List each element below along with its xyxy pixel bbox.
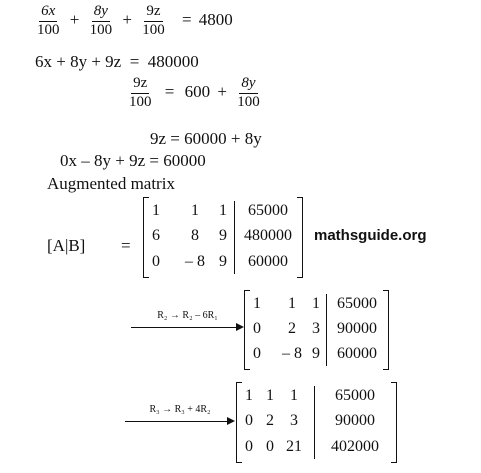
augment-separator bbox=[314, 386, 315, 459]
fraction-8y: $\frac{8y}{100}$ bbox=[89, 3, 113, 38]
fraction-6x: $\frac{6x}{100}$ bbox=[37, 3, 60, 38]
ab-label: [A|B] bbox=[47, 236, 86, 255]
row-operation-arrow-2 bbox=[125, 404, 235, 428]
matrix-row: 0 – 8 9 60000 bbox=[152, 253, 288, 270]
ab-equals: = bbox=[121, 236, 131, 255]
fraction-9z: $\frac{9z}{100}$ bbox=[142, 3, 165, 38]
arrow-head-icon bbox=[227, 417, 235, 425]
matrix-row: 0 – 8 9 60000 bbox=[253, 345, 377, 362]
matrix-3 bbox=[236, 382, 397, 463]
arrow-head-icon bbox=[236, 323, 244, 331]
equation-4: 9z = 60000 + 8y bbox=[150, 129, 262, 148]
equation-3: $\frac{9z}{100}$ = 600 + $\frac{8y}{100}$ bbox=[129, 75, 260, 110]
matrix-row: 1 1 1 65000 bbox=[253, 295, 377, 312]
fraction-8y-over-100: $\frac{8y}{100}$ bbox=[237, 75, 260, 110]
matrix-row: 6 8 9 480000 bbox=[152, 227, 292, 244]
matrix-1 bbox=[143, 197, 303, 278]
equation-1: $\frac{6x}{100}$ + $\frac{8y}{100}$ + $\frac{9z}{100}$ = 4800 bbox=[37, 3, 233, 38]
row-operation-1-label: R₂ → R₂ – 6R₁ bbox=[157, 310, 218, 321]
arrow-shaft bbox=[125, 421, 229, 422]
augment-separator bbox=[326, 294, 327, 366]
matrix-row: 1 1 1 65000 bbox=[152, 202, 288, 219]
arrow-shaft bbox=[131, 327, 238, 328]
row-operation-2-label: R₃ → R₃ + 4R₂ bbox=[149, 404, 211, 415]
row-operation-arrow-1 bbox=[131, 310, 244, 334]
matrix-row: 0 2 3 90000 bbox=[253, 320, 377, 337]
equation-5: 0x – 8y + 9z = 60000 bbox=[60, 151, 206, 170]
equation-2: 6x + 8y + 9z = 480000 bbox=[35, 52, 199, 71]
augment-separator bbox=[234, 201, 235, 274]
matrix-row: 1 1 1 65000 bbox=[245, 387, 375, 404]
watermark-text: mathsguide.org bbox=[314, 227, 427, 244]
matrix-2 bbox=[244, 290, 389, 370]
augmented-matrix-label: Augmented matrix bbox=[47, 174, 175, 193]
fraction-9z-over-100: $\frac{9z}{100}$ bbox=[129, 75, 152, 110]
matrix-row: 0 0 21 402000 bbox=[245, 438, 379, 455]
matrix-row: 0 2 3 90000 bbox=[245, 412, 375, 429]
